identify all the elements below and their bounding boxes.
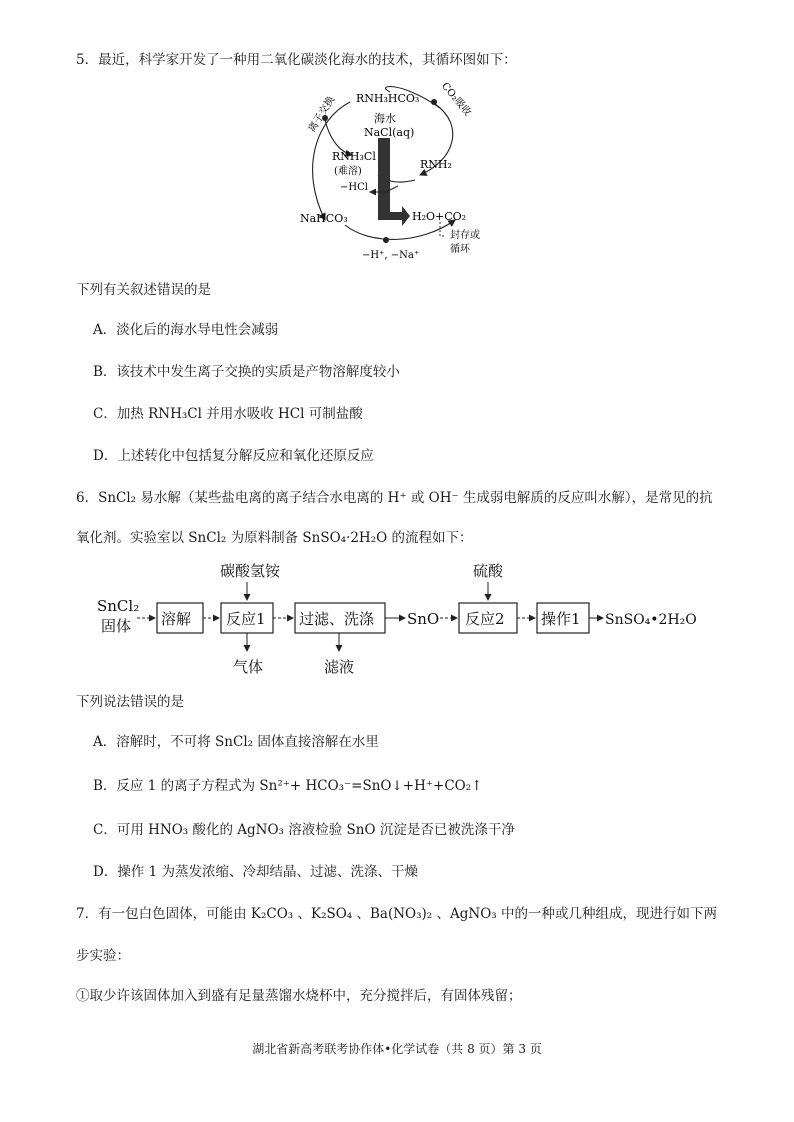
dot-bottom [383,237,389,243]
q5-prompt: 下列有关叙述错误的是 [76,282,211,298]
q7-stem-line2: 步实验： [76,948,130,964]
flow-intermediate-sno: SnO [407,610,440,628]
flow-box-filter-wash-label: 过滤、洗涤 [299,610,375,628]
flow-start-solid: 固体 [101,617,132,635]
q7-stem-line1: 7．有一包白色固体，可能由 K₂CO₃ 、K₂SO₄ 、Ba(NO₃)₂ 、AgNO₃ 中的一种或几种组成，现进行如下两 [76,906,717,922]
flow-input-sulfuric-acid: 硫酸 [473,562,504,580]
q6-option-a: A．溶解时，不可将 SnCl₂ 固体直接溶解在水里 [93,734,379,750]
label-ion-exchange: 离子交换 [306,94,338,135]
q6-prompt: 下列说法错误的是 [76,694,184,710]
label-seawater: 海水 [374,112,396,125]
desalination-cycle-diagram [290,80,520,270]
label-rnh2: RNH₂ [420,158,452,171]
q7-step1: ①取少许该固体加入到盛有足量蒸馏水烧杯中，充分搅拌后，有固体残留； [76,988,522,1004]
q6-stem-line1: 6．SnCl₂ 易水解（某些盐电离的离子结合水电离的 H⁺ 或 OH⁻ 生成弱电解质的反应叫水解），是常见的抗 [76,490,713,506]
q5-option-a: A．淡化后的海水导电性会减弱 [93,322,279,338]
sncl2-process-flowchart [95,556,705,681]
label-insoluble: (难溶) [334,166,362,177]
label-minus-hcl: −HCl [340,182,368,193]
label-h2o-co2: H₂O+CO₂ [412,210,467,223]
flow-box-reaction1-label: 反应1 [226,610,266,628]
page-footer: 湖北省新高考联考协作体•化学试卷（共 8 页）第 3 页 [252,1042,542,1056]
q5-option-c: C．加热 RNH₃Cl 并用水吸收 HCl 可制盐酸 [93,406,363,422]
flow-box-dissolve-label: 溶解 [161,610,192,628]
q5-option-d: D．上述转化中包括复分解反应和氧化还原反应 [93,448,374,464]
q5-stem: 5．最近，科学家开发了一种用二氧化碳淡化海水的技术，其循环图如下： [76,52,517,68]
label-store2: 循环 [450,244,470,255]
flow-start-sncl2: SnCl₂ [97,597,140,615]
label-rnh3cl: RNH₃Cl [332,150,376,163]
q6-option-d: D．操作 1 为蒸发浓缩、冷却结晶、过滤、洗涤、干燥 [93,864,418,880]
flow-input-ammonium-bicarbonate: 碳酸氢铵 [220,562,281,580]
q6-option-b: B．反应 1 的离子方程式为 Sn²⁺+ HCO₃⁻=SnO↓+H⁺+CO₂↑ [93,778,483,794]
label-nacl: NaCl(aq) [364,126,415,139]
label-nahco3: NaHCO₃ [300,212,348,225]
flow-product: SnSO₄•2H₂O [605,612,697,628]
q6-option-c: C．可用 HNO₃ 酸化的 AgNO₃ 溶液检验 SnO 沉淀是否已被洗涤干净 [93,822,515,838]
label-co2-absorb: CO₂吸收 [438,80,473,119]
flow-output-filtrate: 滤液 [324,658,355,676]
q5-option-b: B．该技术中发生离子交换的实质是产物溶解度较小 [93,364,400,380]
label-minus-ions: −H⁺, −Na⁺ [362,250,420,261]
q6-stem-line2: 氧化剂。实验室以 SnCl₂ 为原料制备 SnSO₄·2H₂O 的流程如下： [76,530,473,546]
flow-box-reaction2-label: 反应2 [465,610,505,628]
dot-co2 [431,99,437,105]
flow-output-gas: 气体 [233,658,264,676]
label-store1: 封存或 [450,230,480,241]
label-rnh3hco3: RNH₃HCO₃ [356,92,420,105]
flow-box-operation1-label: 操作1 [541,610,581,628]
